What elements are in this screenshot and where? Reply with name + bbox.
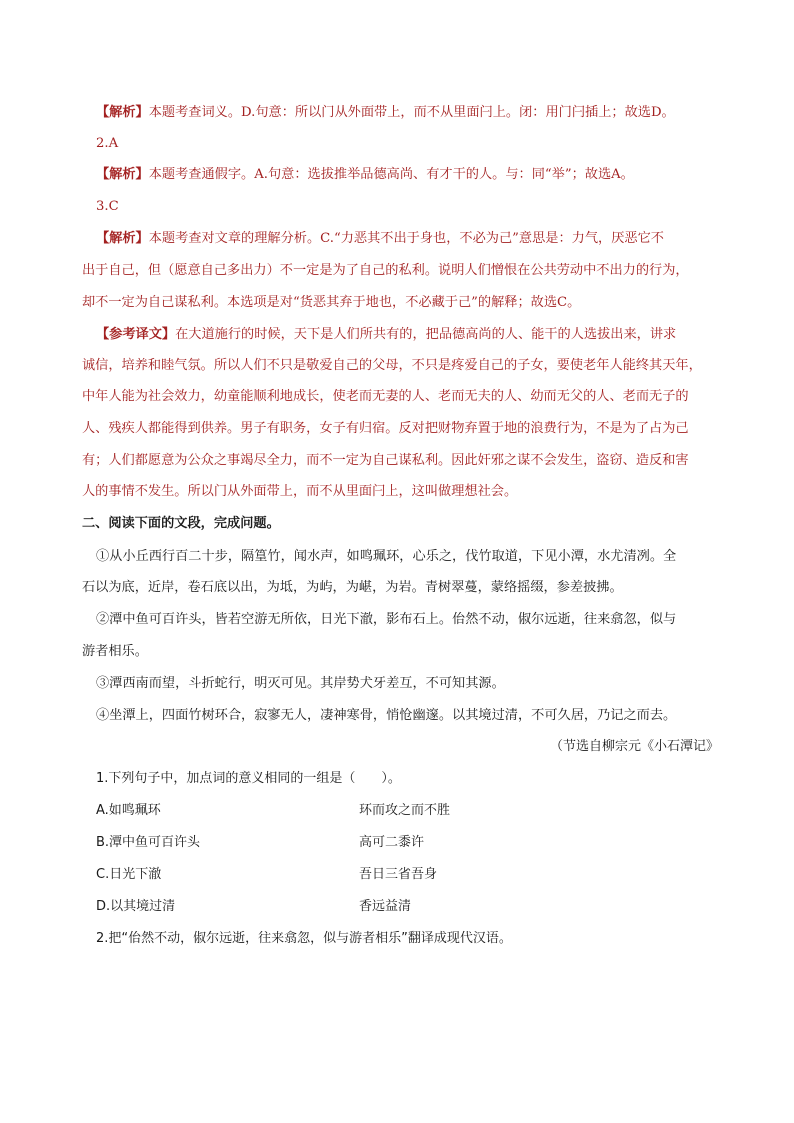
translation-line-5: 有；人们都愿意为公众之事竭尽全力，而不一定为自己谋私利。因此奸邪之谋不会发生，盗窃、造反和害 (82, 453, 689, 468)
question-1-option-b (96, 834, 716, 852)
passage-paragraph-1-line-2: 石以为底，近岸，卷石底以出，为坻，为屿，为嵁，为岩。青树翠蔓，蒙络摇缀，参差披拂。 (82, 580, 623, 595)
translation-line-2: 诚信，培养和睦气氛。所以人们不只是敬爱自己的父母，不只是疼爱自己的子女，要使老年人能终其天年， (82, 358, 702, 373)
passage-paragraph-2-line-1: ②潭中鱼可百许头，皆若空游无所依，日光下澈，影布石上。佁然不动，俶尔远逝，往来翕忽，似与 (96, 612, 677, 627)
answer-3-explanation-line-3: 却不一定为自己谋私利。本选项是对“货恶其弃于地也，不必藏于己”的解释；故选C。 (82, 295, 581, 310)
translation-line-4: 人、残疾人都能得到供养。男子有职务，女子有归宿。反对把财物弃置于地的浪费行为，不是为了占为己 (82, 421, 689, 436)
option-c-right: 吾日三省吾身 (359, 867, 438, 882)
answer-3-explanation-line-2: 出于自己，但（愿意自己多出力）不一定是为了自己的私利。说明人们憎恨在公共劳动中不出力的行为， (82, 263, 689, 278)
option-d-left: D.以其境过清 (96, 899, 176, 914)
option-d-right: 香远益清 (359, 899, 412, 914)
answer-3-explanation-line-1 (96, 230, 716, 248)
passage-paragraph-4: ④坐潭上，四面竹树环合，寂寥无人，凄神寒骨，悄怆幽邃。以其境过清，不可久居，乃记之而去。 (96, 708, 677, 723)
option-a-right: 环而攻之而不胜 (359, 803, 451, 818)
passage-paragraph-2-line-2: 游者相乐。 (82, 644, 148, 659)
explanation-text: 本题考查通假字。A.句意：选拔推举品德高尚、有才干的人。与：同“举”；故选A。 (148, 167, 634, 182)
explanation-tag: 【解析】 (96, 231, 149, 246)
option-b-right: 高可二黍许 (359, 835, 425, 850)
translation-tag: 【参考译文】 (96, 327, 176, 342)
question-2: 2.把“佁然不动，俶尔远逝，往来翕忽，似与游者相乐”翻译成现代汉语。 (96, 931, 512, 946)
answer-2-explanation (96, 166, 716, 184)
answer-1-explanation (96, 104, 716, 122)
translation-text: 在大道施行的时候，天下是人们所共有的，把品德高尚的人、能干的人选拔出来，讲求 (175, 327, 677, 342)
answer-2-label: 2.A (96, 136, 119, 151)
answer-3-label: 3.C (96, 199, 119, 214)
translation-line-1 (96, 326, 716, 344)
explanation-tag: 【解析】 (96, 167, 149, 182)
explanation-text: 本题考查对文章的理解分析。C.“力恶其不出于身也，不必为己”意思是：力气，厌恶它不 (148, 231, 664, 246)
option-a-left: A.如鸣珮环 (96, 803, 161, 818)
section-2-heading: 二、阅读下面的文段，完成问题。 (82, 516, 280, 531)
translation-line-6: 人的事情不发生。所以门从外面带上，而不从里面闩上，这叫做理想社会。 (82, 484, 518, 499)
passage-source: （节选自柳宗元《小石潭记》 (549, 739, 719, 754)
question-1-option-d (96, 898, 716, 916)
explanation-tag: 【解析】 (96, 105, 149, 120)
option-c-left: C.日光下澈 (96, 867, 162, 882)
passage-paragraph-1-line-1: ①从小丘西行百二十步，隔篁竹，闻水声，如鸣珮环，心乐之，伐竹取道，下见小潭，水尤清冽。全 (96, 549, 677, 564)
question-1-option-c (96, 866, 716, 884)
option-b-left: B.潭中鱼可百许头 (96, 835, 201, 850)
question-1-option-a (96, 802, 716, 820)
passage-paragraph-3: ③潭西南而望，斗折蛇行，明灭可见。其岸势犬牙差互，不可知其源。 (96, 676, 505, 691)
question-1: 1.下列句子中，加点词的意义相同的一组是（ ）。 (96, 771, 401, 786)
translation-line-3: 中年人能为社会效力，幼童能顺利地成长，使老而无妻的人、老而无夫的人、幼而无父的人、老而无子的 (82, 389, 689, 404)
explanation-text: 本题考查词义。D.句意：所以门从外面带上，而不从里面闩上。闭：用门闩插上；故选D。 (148, 105, 675, 120)
